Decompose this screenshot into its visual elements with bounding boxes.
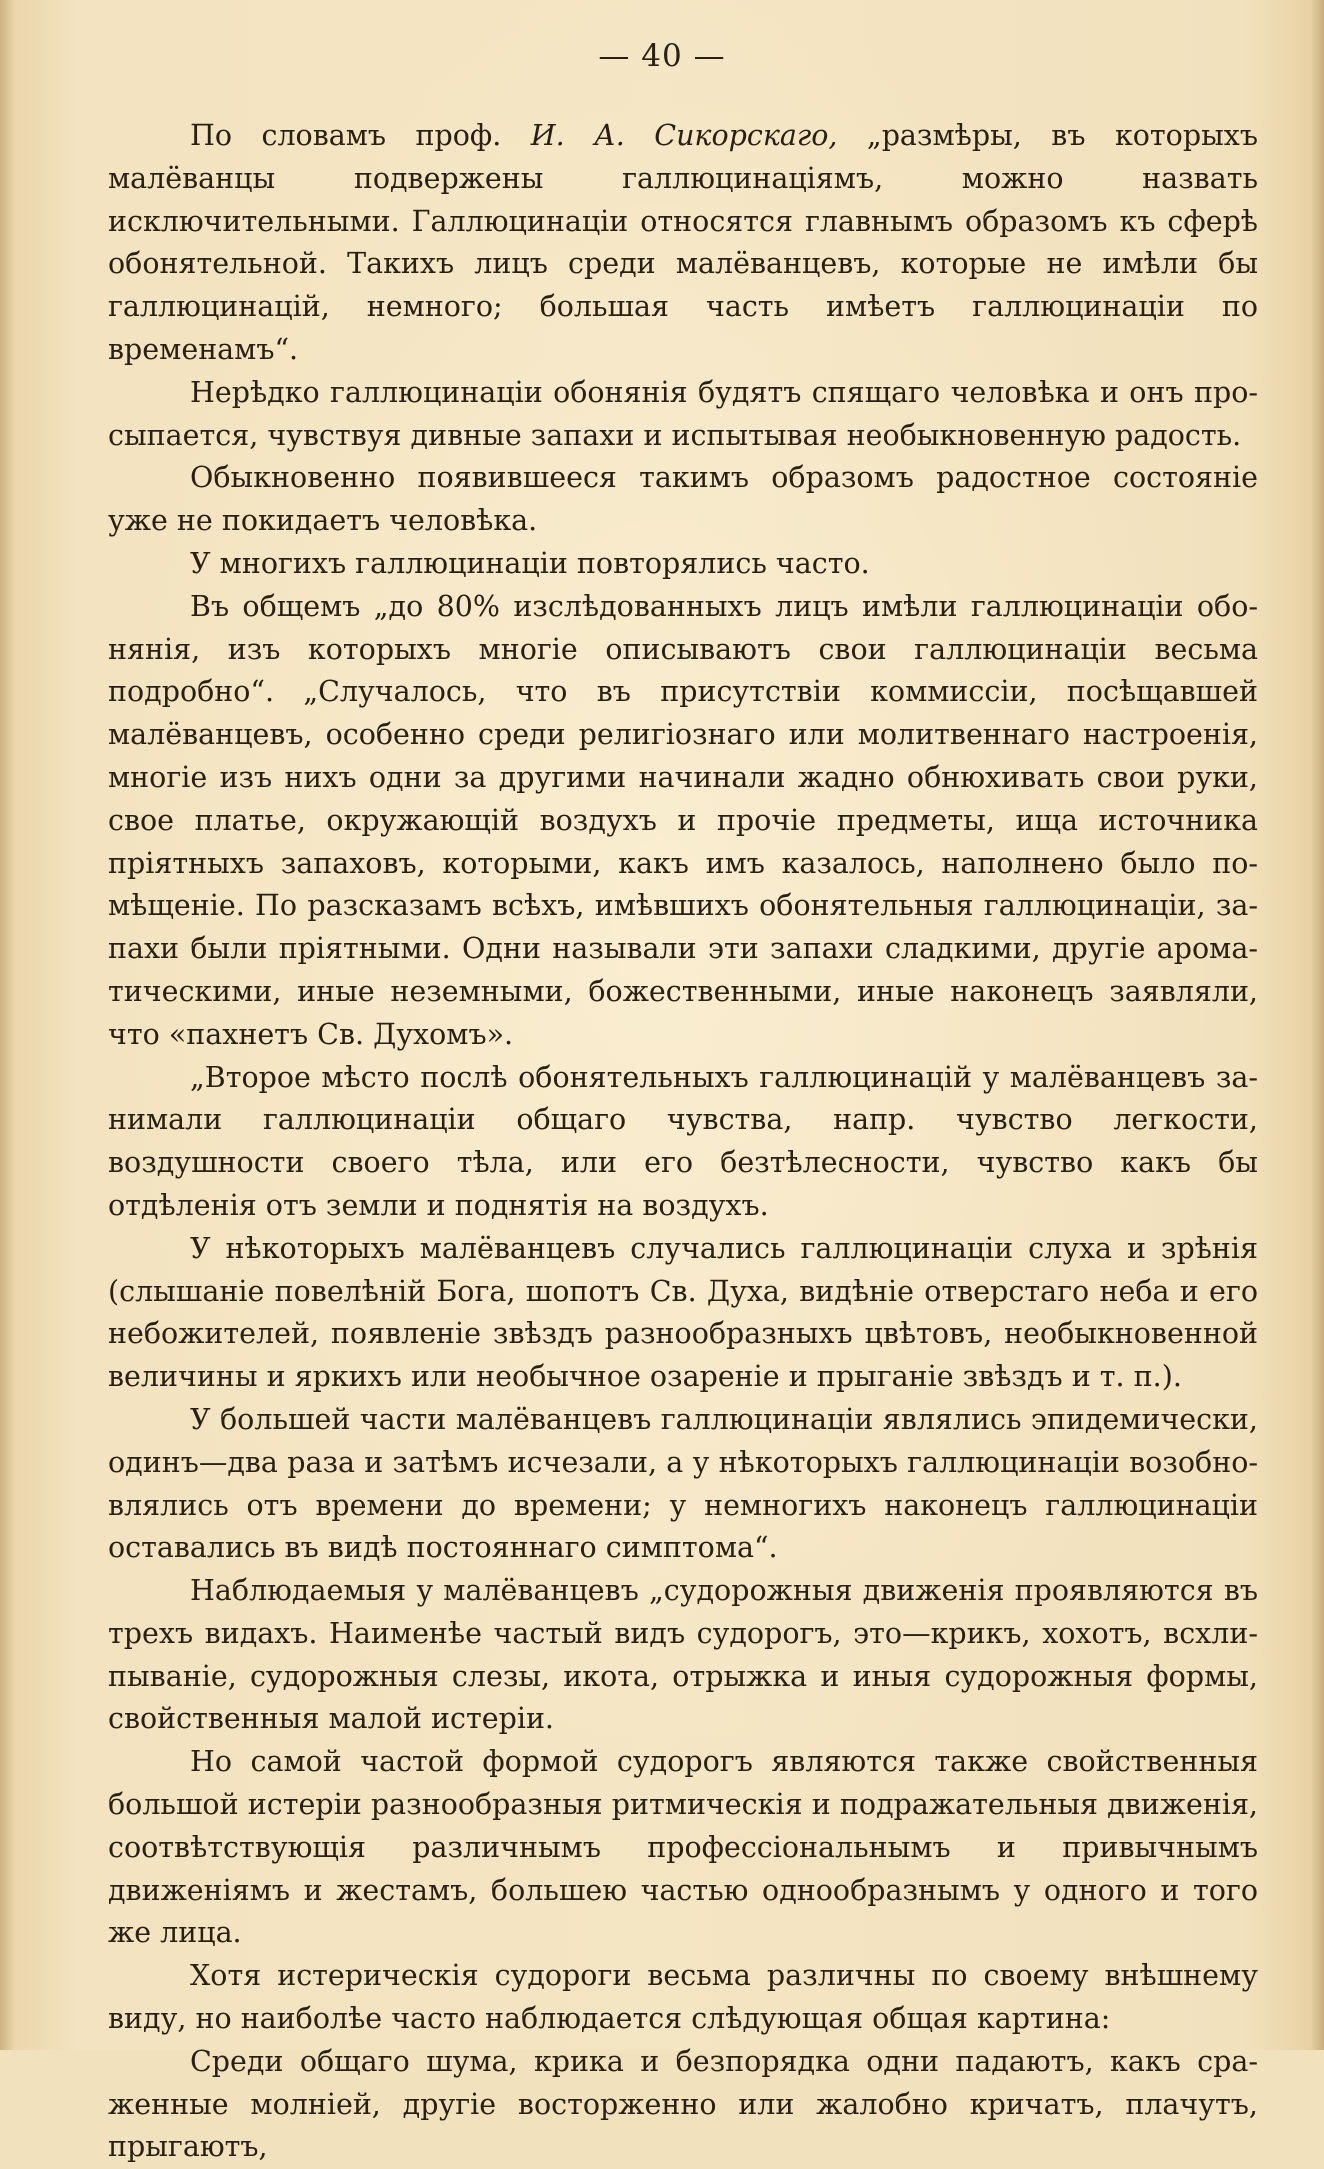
- body-text: [108, 115, 1258, 2169]
- paragraph: У большей части малёванцевъ галлюцинаціи являлись эпидемически, одинъ—два раза и затѣмъ исчезали, а у нѣкоторыхъ галлюцинаціи возобновлялись отъ времени до времени; у немногихъ наконецъ галлюцинаціи оставались въ видѣ постояннаго симптома“.: [108, 1402, 1258, 1565]
- paragraph: У многихъ галлюцинаціи повторялись часто.: [190, 546, 870, 580]
- paragraph: Нерѣдко галлюцинаціи обонянія будятъ спящаго человѣка и онъ просыпается, чувствуя дивные запахи и испытывая необыкновенную радость.: [108, 375, 1258, 452]
- page-edge-shadow-right: [1310, 0, 1324, 2050]
- page-number: — 40 —: [598, 38, 726, 74]
- paragraph: „Второе мѣсто послѣ обонятельныхъ галлюцинацій у малёванцевъ занимали галлюцинаціи общаго чувства, напр. чувство легкости, воздушности своего тѣла, или его безтѣлесности, чувство какъ бы отдѣленія отъ земли и поднятія на воздухъ.: [108, 1060, 1258, 1222]
- paragraph-text: По словамъ проф.: [190, 119, 531, 152]
- paragraph: Въ общемъ „до 80% изслѣдованныхъ лицъ имѣли галлюцинаціи обонянія, изъ которыхъ многіе описываютъ свои галлюцинаціи весьма подробно“. „Случалось, что въ присутствіи коммиссіи, посѣщавшей малёванцевъ, особенно среди религіознаго или молитвеннаго настроенія, многіе изъ нихъ одни за другими начинали жадно обнюхивать свои руки, свое платье, окружающій воздухъ и прочіе предметы, ища источника пріятныхъ запаховъ, которыми, какъ имъ казалось, наполнено было помѣщеніе. По разсказамъ всѣхъ, имѣвшихъ обонятельныя галлюцинаціи, запахи были пріятными. Одни называли эти запахи сладкими, другіе ароматическими, иные неземными, божественными, иные наконецъ заявляли, что «пахнетъ Св. Духомъ».: [108, 589, 1258, 1051]
- paragraph: Наблюдаемыя у малёванцевъ „судорожныя движенія проявляются въ трехъ видахъ. Наименѣе частый видъ судорогъ, это—крикъ, хохотъ, всхлипываніе, судорожныя слезы, икота, отрыжка и иныя судорожныя формы, свойственныя малой истеріи.: [108, 1574, 1258, 1736]
- paragraph: Хотя истерическія судороги весьма различны по своему внѣшнему виду, но наиболѣе часто наблюдается слѣдующая общая картина:: [108, 1959, 1258, 2036]
- paragraph: Обыкновенно появившееся такимъ образомъ радостное состояніе уже не покидаетъ человѣка.: [108, 461, 1258, 538]
- paragraph-sikorsky-quote: [108, 115, 1258, 372]
- page-edge-shadow-left: [0, 0, 14, 2050]
- paragraph: Но самой частой формой судорогъ являются также свойственныя большой истеріи разнообразныя ритмическія и подражательныя движенія, соотвѣтствующія различнымъ профессіональнымъ и привычнымъ движеніямъ и жестамъ, большею частью однообразнымъ у одного и того же лица.: [108, 1745, 1258, 1950]
- paragraph-text: „размѣры, въ которыхъ малёванцы подвержены галлюцинаціямъ, можно назвать исключительными. Галлюцинаціи относятся главнымъ образомъ къ сферѣ обонятельной. Такихъ лицъ среди малёванцевъ, которые не имѣли бы галлюцинацій, немного; большая часть имѣетъ галлюцинаціи по временамъ“.: [108, 119, 1258, 366]
- paragraph: У нѣкоторыхъ малёванцевъ случались галлюцинаціи слуха и зрѣнія (слышаніе повелѣній Бога, шопотъ Св. Духа, видѣніе отверстаго неба и его небожителей, появленіе звѣздъ разнообразныхъ цвѣтовъ, необыкновенной величины и яркихъ или необычное озареніе и прыганіе звѣздъ и т. п.).: [108, 1231, 1258, 1394]
- author-name: И. А. Сикорскаго,: [530, 119, 838, 152]
- paragraph: Среди общаго шума, крика и безпорядка одни падаютъ, какъ сраженные молніей, другіе восторженно или жалобно кричатъ, плачутъ, прыгаютъ,: [108, 2044, 1258, 2164]
